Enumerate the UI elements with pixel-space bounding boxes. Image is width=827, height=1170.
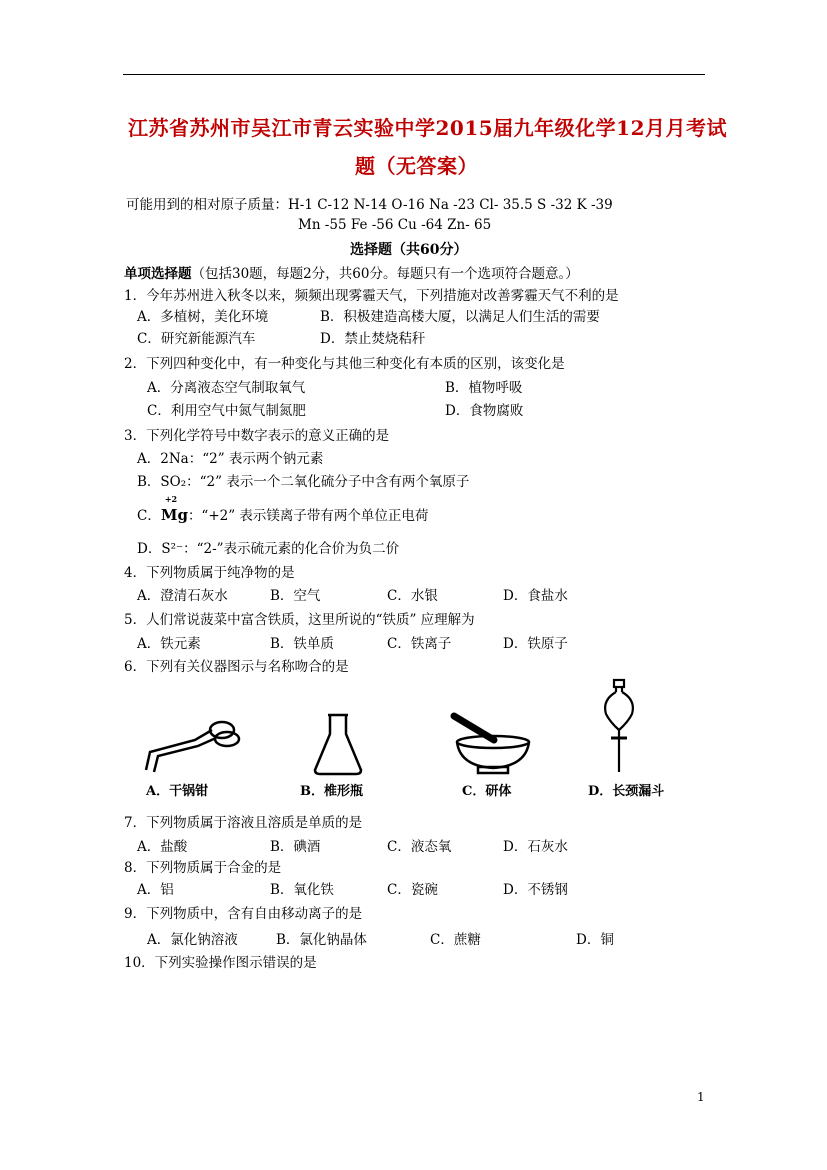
question-1-option-b: B．积极建造高楼大厦，以满足人们生活的需要 (320, 309, 600, 325)
question-8-option-b: B．氧化铁 (270, 882, 334, 898)
question-3-option-d: D．S²⁻：“2-”表示硫元素的化合价为负二价 (137, 541, 400, 557)
valence-superscript: +2 (164, 494, 178, 504)
question-4-option-a: A．澄清石灰水 (137, 588, 228, 604)
question-7-option-c: C．液态氧 (387, 839, 452, 855)
question-9-stem: 9．下列物质中，含有自由移动离子的是 (124, 906, 363, 922)
question-2-option-d: D．食物腐败 (445, 403, 524, 419)
question-8-option-c: C．瓷碗 (387, 882, 438, 898)
question-5-option-c: C．铁离子 (387, 636, 452, 652)
page-title-line1: 江苏省苏州市吴江市青云实验中学2015届九年级化学12月月考试 (128, 116, 727, 140)
question-3-option-b: B．SO₂：“2” 表示一个二氧化硫分子中含有两个氧原子 (137, 474, 470, 490)
question-3-stem: 3．下列化学符号中数字表示的意义正确的是 (124, 428, 390, 444)
section-title: 选择题（共60分） (350, 242, 468, 258)
question-4-option-b: B．空气 (270, 588, 321, 604)
question-3-option-c (137, 494, 429, 524)
question-4-option-d: D．食盐水 (503, 588, 568, 604)
magnesium-symbol (160, 494, 188, 524)
question-8-stem: 8．下列物质属于合金的是 (124, 860, 282, 876)
question-2-option-b: B．植物呼吸 (445, 380, 523, 396)
option-c-prefix: C． (137, 508, 161, 524)
option-b-caption: B．椎形瓶 (300, 784, 363, 799)
question-9-option-c: C．蔗糖 (430, 932, 481, 948)
question-2-stem: 2．下列四种变化中，有一种变化与其他三种变化有本质的区别，该变化是 (124, 356, 565, 372)
page-number: 1 (697, 1090, 705, 1104)
question-1-option-d: D．禁止焚烧秸秆 (320, 331, 426, 347)
question-8-option-a: A．铝 (137, 882, 174, 898)
question-7-option-a: A．盐酸 (137, 839, 188, 855)
separatory-funnel-icon (596, 678, 642, 774)
question-2-option-c: C．利用空气中氮气制氮肥 (147, 403, 306, 419)
option-d-caption: D．长颈漏斗 (588, 784, 665, 799)
question-8-option-d: D．不锈钢 (503, 882, 568, 898)
question-1-option-a: A．多植树，美化环境 (137, 309, 269, 325)
instructions-label: 单项选择题 (124, 266, 192, 282)
header-rule (123, 74, 705, 75)
question-3-option-a: A．2Na：“2” 表示两个钠元素 (137, 451, 324, 467)
option-c-meaning: ：“+2” 表示镁离子带有两个单位正电荷 (187, 508, 429, 524)
mortar-pestle-icon (448, 710, 538, 776)
question-1-stem: 1．今年苏州进入秋冬以来，频频出现雾霾天气，下列措施对改善雾霾天气不利的是 (124, 288, 619, 304)
atomic-masses-line1: 可能用到的相对原子质量：H-1 C-12 N-14 O-16 Na -23 Cl- 35.5 S -32 K -39 (126, 197, 613, 213)
option-c-caption: C．研体 (462, 784, 512, 799)
question-5-stem: 5．人们常说菠菜中富含铁质，这里所说的“铁质” 应理解为 (124, 612, 475, 628)
question-5-option-a: A．铁元素 (137, 636, 201, 652)
question-5-option-d: D．铁原子 (503, 636, 568, 652)
magnesium-text: Mg (160, 506, 188, 524)
question-7-option-d: D．石灰水 (503, 839, 568, 855)
question-4-option-c: C．水银 (387, 588, 438, 604)
option-a-caption: A．干锅钳 (146, 784, 209, 799)
question-7-stem: 7．下列物质属于溶液且溶质是单质的是 (124, 815, 363, 831)
atomic-masses-line2: Mn -55 Fe -56 Cu -64 Zn- 65 (298, 217, 492, 233)
conical-flask-icon (312, 712, 364, 776)
question-2-option-a: A．分离液态空气制取氧气 (147, 380, 306, 396)
instructions-text: （包括30题，每题2分，共60分。每题只有一个选项符合题意。） (191, 266, 579, 282)
question-10-stem: 10．下列实验操作图示错误的是 (124, 955, 317, 971)
question-4-stem: 4．下列物质属于纯净物的是 (124, 565, 295, 581)
page-title-line2: 题（无答案） (355, 154, 478, 178)
question-7-option-b: B．碘酒 (270, 839, 321, 855)
question-9-option-d: D．铜 (576, 932, 614, 948)
question-1-option-c: C．研究新能源汽车 (137, 331, 256, 347)
crucible-tongs-icon (140, 712, 245, 777)
question-9-option-a: A．氯化钠溶液 (147, 932, 238, 948)
question-5-option-b: B．铁单质 (270, 636, 334, 652)
question-6-stem: 6．下列有关仪器图示与名称吻合的是 (124, 659, 349, 675)
question-9-option-b: B．氯化钠晶体 (276, 932, 367, 948)
instructions (124, 262, 579, 282)
